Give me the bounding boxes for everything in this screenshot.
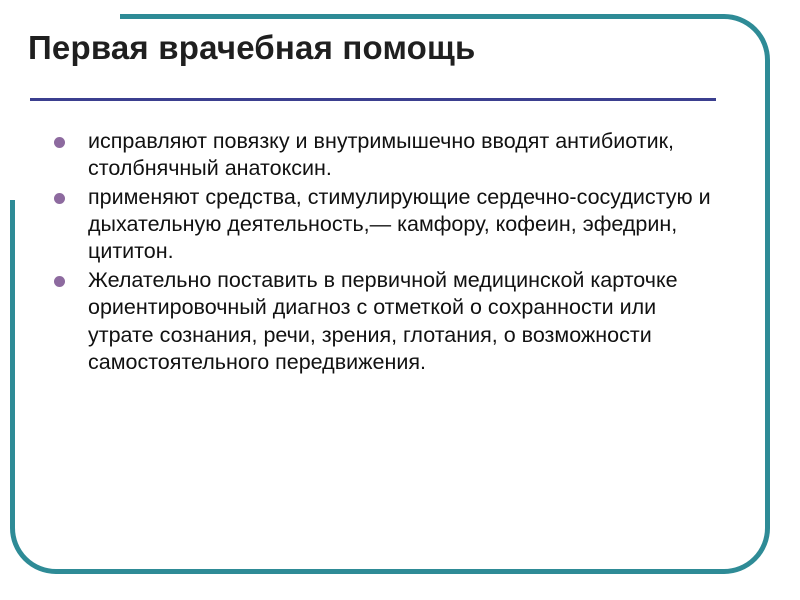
bullet-text: применяют средства, стимулирующие сердечно-сосудистую и дыхательную деятельность,— камфору, кофеин, эфедрин, цититон. xyxy=(88,185,711,264)
page-title: Первая врачебная помощь xyxy=(28,29,476,66)
bullet-list xyxy=(46,128,722,376)
bullet-dot-icon xyxy=(54,276,65,287)
bullet-text: Желательно поставить в первичной медицинской карточке ориентировочный диагноз с отметкой о сохранности или утрате сознания, речи, зрения, глотания, о возможности самостоятельного передвижения. xyxy=(88,268,678,374)
bullet-dot-icon xyxy=(54,137,65,148)
list-item xyxy=(46,184,722,265)
slide-content xyxy=(46,128,722,378)
list-item xyxy=(46,267,722,375)
slide-title-container xyxy=(28,28,728,68)
bullet-text: исправляют повязку и внутримышечно вводят антибиотик, столбнячный анатоксин. xyxy=(88,129,674,181)
list-item xyxy=(46,128,722,182)
bullet-dot-icon xyxy=(54,193,65,204)
title-divider xyxy=(30,98,716,101)
